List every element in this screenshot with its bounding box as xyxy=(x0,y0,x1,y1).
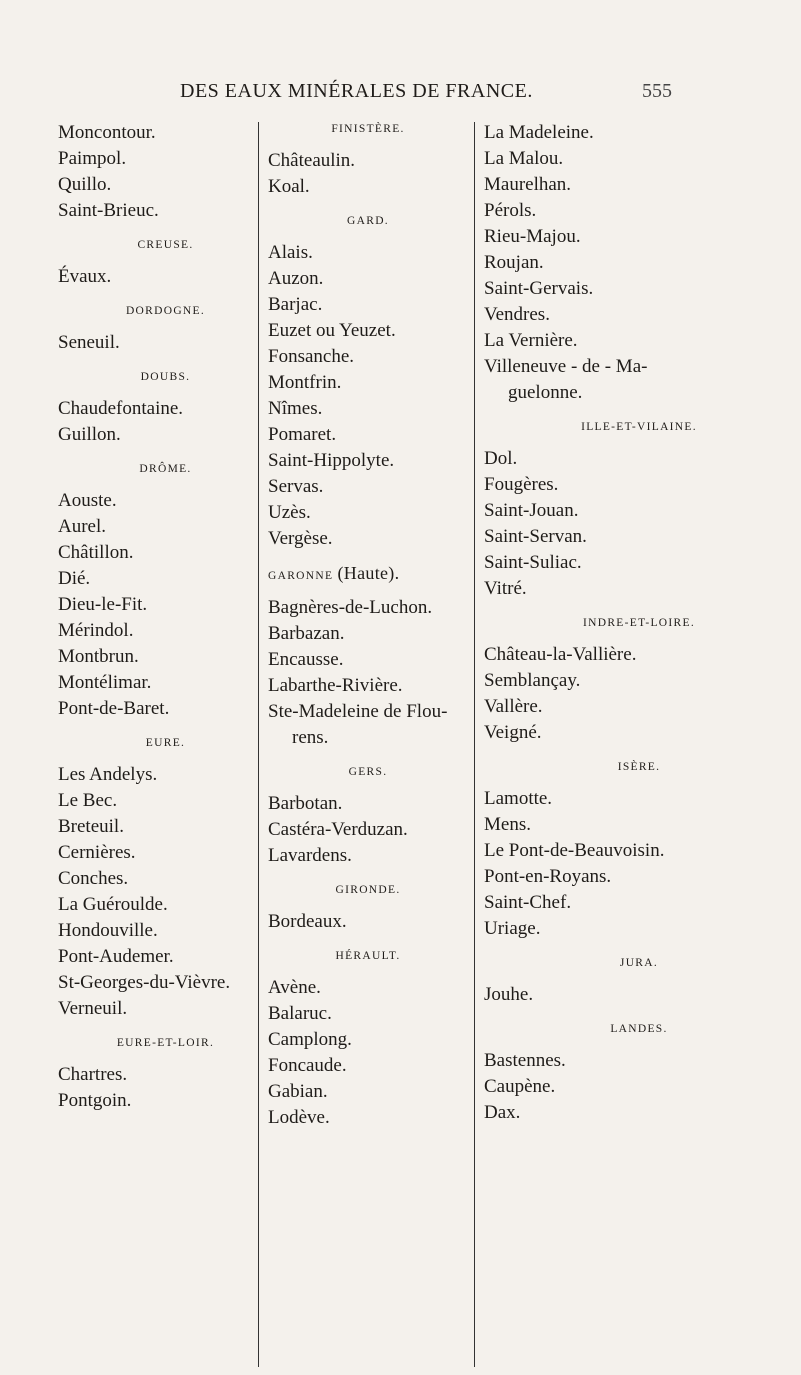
mineral-water-location: Dieu-le-Fit. xyxy=(58,594,148,615)
mineral-water-location: Saint-Servan. xyxy=(484,526,587,547)
mineral-water-location: Conches. xyxy=(58,868,129,889)
mineral-water-location: Guillon. xyxy=(58,424,121,445)
entry-continuation: guelonne. xyxy=(508,382,583,403)
mineral-water-location: Cernières. xyxy=(58,842,136,863)
mineral-water-location: Semblançay. xyxy=(484,670,581,691)
mineral-water-location: Châtillon. xyxy=(58,542,134,563)
mineral-water-location: Vergèse. xyxy=(268,528,333,549)
mineral-water-location: Dol. xyxy=(484,448,518,469)
mineral-water-location: Saint-Gervais. xyxy=(484,278,594,299)
mineral-water-location: Château-la-Vallière. xyxy=(484,644,637,665)
mineral-water-location: Les Andelys. xyxy=(58,764,158,785)
mineral-water-location: Hondouville. xyxy=(58,920,158,941)
mineral-water-location: Le Pont-de-Beauvoisin. xyxy=(484,840,665,861)
column-3 xyxy=(484,120,794,1126)
mineral-water-location: Auzon. xyxy=(268,268,324,289)
mineral-water-location: Caupène. xyxy=(484,1076,556,1097)
mineral-water-location: Barjac. xyxy=(268,294,323,315)
mineral-water-location: Balaruc. xyxy=(268,1003,332,1024)
mineral-water-location: Barbazan. xyxy=(268,623,345,644)
column-rule-right xyxy=(474,122,475,1367)
mineral-water-location: Vitré. xyxy=(484,578,527,599)
mineral-water-location: Uzès. xyxy=(268,502,311,523)
group-eure-et-loir xyxy=(58,1062,253,1114)
column-2 xyxy=(268,120,468,1131)
mineral-water-location: Bagnères-de-Luchon. xyxy=(268,597,433,618)
mineral-water-location: Moncontour. xyxy=(58,122,156,143)
mineral-water-location: Fougères. xyxy=(484,474,559,495)
column-rule-left xyxy=(258,122,259,1367)
mineral-water-location: Pérols. xyxy=(484,200,537,221)
department-heading-landes: LANDES. xyxy=(610,1023,668,1035)
mineral-water-location: Dié. xyxy=(58,568,91,589)
department-heading-drome: DRÔME. xyxy=(139,463,192,475)
mineral-water-location: Uriage. xyxy=(484,918,541,939)
group-herault-continued xyxy=(484,120,794,380)
mineral-water-location: Dax. xyxy=(484,1102,521,1123)
mineral-water-location: Seneuil. xyxy=(58,332,120,353)
mineral-water-location: La Malou. xyxy=(484,148,564,169)
mineral-water-location: Le Bec. xyxy=(58,790,118,811)
mineral-water-location: Saint-Suliac. xyxy=(484,552,582,573)
department-heading-creuse: CREUSE. xyxy=(137,239,194,251)
mineral-water-location: Villeneuve - de - Ma- xyxy=(484,356,648,377)
mineral-water-location: Encausse. xyxy=(268,649,344,670)
group-indre-et-loire xyxy=(484,642,794,746)
entry-continuation: rens. xyxy=(292,727,329,748)
group-haute-garonne xyxy=(268,595,468,725)
mineral-water-location: Mérindol. xyxy=(58,620,134,641)
department-heading-eure-et-loir: EURE-ET-LOIR. xyxy=(116,1037,215,1049)
mineral-water-location: Gabian. xyxy=(268,1081,328,1102)
mineral-water-location: Saint-Jouan. xyxy=(484,500,579,521)
mineral-water-location: Nîmes. xyxy=(268,398,323,419)
mineral-water-location: La Guéroulde. xyxy=(58,894,168,915)
mineral-water-location: Montélimar. xyxy=(58,672,152,693)
mineral-water-location: Alais. xyxy=(268,242,313,263)
mineral-water-location: Vendres. xyxy=(484,304,550,325)
haute-garonne-heading-small: GARONNE xyxy=(268,570,334,582)
department-heading-isere: ISÈRE. xyxy=(617,761,661,773)
group-ille-et-vilaine xyxy=(484,446,794,602)
mineral-water-location: Quillo. xyxy=(58,174,112,195)
group-isere xyxy=(484,786,794,942)
department-heading-jura: JURA. xyxy=(619,957,659,969)
mineral-water-location: Rieu-Majou. xyxy=(484,226,581,247)
mineral-water-location: Lamotte. xyxy=(484,788,553,809)
mineral-water-location: Maurelhan. xyxy=(484,174,572,195)
mineral-water-location: Jouhe. xyxy=(484,984,534,1005)
mineral-water-location: Évaux. xyxy=(58,266,112,287)
department-heading-finistere: FINISTÈRE. xyxy=(331,123,405,135)
mineral-water-location: Chartres. xyxy=(58,1064,128,1085)
group-gironde xyxy=(268,909,468,935)
department-heading-gironde: GIRONDE. xyxy=(335,884,401,896)
mineral-water-location: Ste-Madeleine de Flou- xyxy=(268,701,448,722)
mineral-water-location: Avène. xyxy=(268,977,321,998)
mineral-water-location: Euzet ou Yeuzet. xyxy=(268,320,396,341)
mineral-water-location: Montbrun. xyxy=(58,646,139,667)
group-eure xyxy=(58,762,253,1022)
mineral-water-location: Barbotan. xyxy=(268,793,343,814)
group-jura xyxy=(484,982,794,1008)
mineral-water-location: Aurel. xyxy=(58,516,107,537)
department-heading-indre-et-loire: INDRE-ET-LOIRE. xyxy=(582,617,696,629)
mineral-water-location: St-Georges-du-Vièvre. xyxy=(58,972,231,993)
mineral-water-location: Breteuil. xyxy=(58,816,124,837)
mineral-water-location: Lavardens. xyxy=(268,845,352,866)
mineral-water-location: Foncaude. xyxy=(268,1055,347,1076)
group-landes xyxy=(484,1048,794,1126)
mineral-water-location: Aouste. xyxy=(58,490,117,511)
mineral-water-location: Castéra-Verduzan. xyxy=(268,819,408,840)
department-heading-eure: EURE. xyxy=(145,737,186,749)
mineral-water-location: Pontgoin. xyxy=(58,1090,132,1111)
mineral-water-location: Lodève. xyxy=(268,1107,330,1128)
mineral-water-location: Saint-Chef. xyxy=(484,892,572,913)
mineral-water-location: Paimpol. xyxy=(58,148,127,169)
mineral-water-location: Roujan. xyxy=(484,252,544,273)
group-dordogne xyxy=(58,330,253,356)
department-heading-doubs: DOUBS. xyxy=(140,371,191,383)
group-herault xyxy=(268,975,468,1131)
mineral-water-location: Koal. xyxy=(268,176,310,197)
mineral-water-location: La Vernière. xyxy=(484,330,578,351)
page-number: 555 xyxy=(642,80,672,102)
group-doubs xyxy=(58,396,253,448)
mineral-water-location: Camplong. xyxy=(268,1029,352,1050)
group-cotes-du-nord-continued xyxy=(58,120,253,224)
page-header xyxy=(0,80,801,110)
department-heading-haute-garonne xyxy=(268,564,468,585)
group-creuse xyxy=(58,264,253,290)
department-heading-herault: HÉRAULT. xyxy=(335,950,401,962)
mineral-water-location: Saint-Brieuc. xyxy=(58,200,159,221)
department-heading-ille-et-vilaine: ILLE-ET-VILAINE. xyxy=(581,421,697,433)
mineral-water-location: Servas. xyxy=(268,476,324,497)
mineral-water-location: La Madeleine. xyxy=(484,122,594,143)
department-heading-gard: GARD. xyxy=(347,215,389,227)
mineral-water-location: Labarthe-Rivière. xyxy=(268,675,403,696)
mineral-water-location: Pomaret. xyxy=(268,424,337,445)
group-gers xyxy=(268,791,468,869)
column-1 xyxy=(58,120,253,1114)
department-heading-gers: GERS. xyxy=(348,766,388,778)
mineral-water-location: Saint-Hippolyte. xyxy=(268,450,395,471)
mineral-water-location: Fonsanche. xyxy=(268,346,355,367)
mineral-water-location: Pont-de-Baret. xyxy=(58,698,170,719)
mineral-water-location: Pont-en-Royans. xyxy=(484,866,612,887)
mineral-water-location: Vallère. xyxy=(484,696,543,717)
mineral-water-location: Pont-Audemer. xyxy=(58,946,174,967)
mineral-water-location: Châteaulin. xyxy=(268,150,356,171)
mineral-water-location: Bordeaux. xyxy=(268,911,347,932)
group-drome xyxy=(58,488,253,722)
running-title: DES EAUX MINÉRALES DE FRANCE. xyxy=(180,80,533,102)
mineral-water-location: Mens. xyxy=(484,814,531,835)
department-heading-dordogne: DORDOGNE. xyxy=(125,305,206,317)
mineral-water-location: Chaudefontaine. xyxy=(58,398,184,419)
mineral-water-location: Montfrin. xyxy=(268,372,342,393)
mineral-water-location: Veigné. xyxy=(484,722,542,743)
mineral-water-location: Bastennes. xyxy=(484,1050,566,1071)
mineral-water-location: Verneuil. xyxy=(58,998,128,1019)
group-finistere xyxy=(268,148,468,200)
haute-garonne-heading-big: (Haute). xyxy=(337,563,400,583)
group-gard xyxy=(268,240,468,552)
